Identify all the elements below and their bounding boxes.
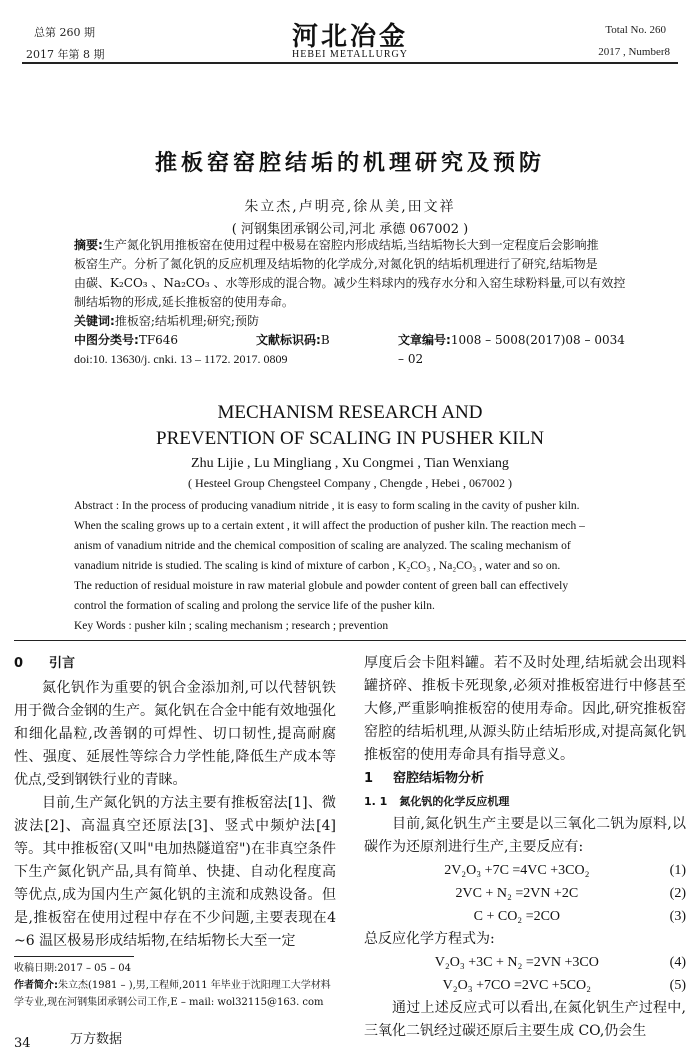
section-0-number: 0 (14, 656, 24, 671)
header-date: 2017 年第 8 期 (26, 48, 105, 61)
right-paragraph-1: 厚度后会卡阻料罐。若不及时处理,结垢就会出现料罐挤碎、推板卡死现象,必须对推板窑进行中修甚至大修,严重影响推板窑的使用寿命。因此,研究推板窑窑腔的结垢机理,从源头防止结垢形成,对提高氮化钒推板窑的使用寿命具有指导意义。 (364, 655, 686, 763)
abstract-en (74, 496, 630, 636)
journal-name-en: HEBEI METALLURGY (291, 49, 409, 60)
abstract-cn-line: 生产氮化钒用推板窑在使用过程中极易在窑腔内形成结垢,当结垢物长大到一定程度后会影响推 (102, 238, 599, 252)
abstract-en-line: vanadium nitride is studied. The scaling is kind of mixture of carbon , K₂CO₃ , Na₂CO₃ , water and so on. (74, 560, 561, 572)
page-title: 推板窑窑腔结垢的机理研究及预防 (154, 151, 545, 176)
authors-en: Zhu Lijie , Lu Mingliang , Xu Congmei , Tian Wenxiang (191, 456, 509, 471)
clc-label: 中图分类号: (74, 333, 139, 347)
equation-expr: C + CO₂ =2CO (473, 909, 561, 924)
abstract-cn-line: 板窑生产。分析了氮化钒的反应机理及结垢物的化学成分,对氮化钒的结垢机理进行了研究,结垢物是 (74, 257, 598, 271)
section-1-number: 1 (364, 771, 374, 786)
equation-number: (5) (669, 978, 686, 993)
affiliation-en: ( Hesteel Group Chengsteel Company , Chengde , Hebei , 067002 ) (188, 476, 512, 490)
footnote-rule (14, 956, 134, 957)
equation (364, 905, 686, 928)
abstract-cn-line: 制结垢物的形成,延长推板窑的使用寿命。 (74, 295, 294, 309)
watermark: 万方数据 (70, 1032, 123, 1047)
doi: doi:10. 13630/j. cnki. 13 – 1172. 2017. 0809 (74, 352, 288, 366)
abstract-cn-line: 由碳、K₂CO₃ 、Na₂CO₃ 、水等形成的混合物。减少生料球内的残存水分和入窑生球粉料量,可以有效控 (74, 276, 626, 290)
header-rule (22, 62, 678, 64)
page-number: 34 (14, 1036, 31, 1051)
header-issue: 总第 260 期 (34, 26, 95, 39)
keywords-cn-label: 关键词: (74, 314, 115, 328)
section-0-title: 引言 (49, 656, 76, 671)
equation-number: (1) (669, 863, 686, 878)
equation-expr: V₂O₃ +7CO =2VC +5CO₂ (442, 978, 592, 993)
section-divider (14, 640, 686, 641)
footnotes (14, 960, 336, 1011)
equation-expr: 2V₂O₃ +7C =4VC +3CO₂ (444, 863, 590, 878)
doc-code-label: 文献标识码: (256, 333, 321, 347)
equation-number: (4) (669, 955, 686, 970)
footnote-received: 收稿日期:2017 – 05 – 04 (14, 963, 131, 974)
title-en-line2: PREVENTION OF SCALING IN PUSHER KILN (156, 428, 544, 449)
equation-number: (3) (669, 909, 686, 924)
abstract-en-line: anism of vanadium nitride and the chemical composition of scaling are analyzed. The scaling mechanism of (74, 540, 571, 552)
title-en-line1: MECHANISM RESEARCH AND (217, 402, 483, 423)
keywords-en: Key Words : pusher kiln ; scaling mechanism ; research ; prevention (74, 620, 389, 632)
total-equation-label: 总反应化学方程式为: (364, 931, 495, 947)
section-1-1-title: 氮化钒的化学反应机理 (399, 795, 510, 808)
right-paragraph-3: 通过上述反应式可以看出,在氮化钒生产过程中,三氧化二钒经过碳还原后主要生成 CO,仍会生 (364, 1000, 686, 1039)
article-no-label: 文章编号: (398, 333, 451, 347)
right-column (364, 652, 686, 1043)
article-no-value: 1008 – 5008(2017)08 – 0034 – 02 (398, 333, 625, 366)
footnote-author-label: 作者简介: (14, 980, 58, 991)
keywords-cn: 推板窑;结垢机理;研究;预防 (114, 314, 259, 328)
equation (364, 882, 686, 905)
left-column (14, 652, 336, 953)
affiliation-cn: ( 河钢集团承钢公司,河北 承德 067002 ) (231, 222, 469, 237)
section-1-1-number: 1. 1 (364, 795, 388, 808)
footnote-author: 朱立杰(1981 – ),男,工程师,2011 年毕业于沈阳理工大学材料学专业,现在河钢集团承钢公司工作,E – mail: wol32115@163. com (14, 980, 331, 1008)
right-paragraph-2: 目前,氮化钒生产主要是以三氧化二钒为原料,以碳作为还原剂进行生产,主要反应有: (364, 816, 686, 855)
abstract-en-line: When the scaling grows up to a certain extent , it will affect the production of pusher kiln. The reaction mech – (74, 520, 585, 532)
abstract-en-line: Abstract : In the process of producing vanadium nitride , it is easy to form scaling in the cavity of pusher kiln. (74, 500, 580, 512)
doc-code-value: B (320, 333, 330, 347)
equation (364, 859, 686, 882)
header-total: Total No. 260 (605, 24, 666, 36)
header-number: 2017 , Number8 (598, 46, 670, 58)
equation-expr: 2VC + N₂ =2VN +2C (455, 886, 579, 901)
section-1-title: 窑腔结垢物分析 (393, 771, 485, 786)
clc-value: TF646 (138, 333, 179, 347)
intro-paragraph-2: 目前,生产氮化钒的方法主要有推板窑法[1]、微波法[2]、高温真空还原法[3]、竖式中频炉法[4]等。其中推板窑(又叫"电加热隧道窑")在非真空条件下生产氮化钒产品,具有简单、快捷、自动化程度高等优点,成为国内生产氮化钒的主流和成熟设备。但是,推板窑在使用过程中存在不少问题,主要表现在4 ~6 温区极易形成结垢物,在结垢物长大至一定 (14, 795, 336, 949)
equation (364, 951, 686, 974)
abstract-cn-label: 摘要: (74, 238, 103, 252)
abstract-en-line: The reduction of residual moisture in raw material globule and powder content of green ball can effectively (74, 580, 569, 592)
intro-paragraph-1: 氮化钒作为重要的钒合金添加剂,可以代替钒铁用于微合金钢的生产。氮化钒在合金中能有效地强化和细化晶粒,改善钢的可焊性、切口韧性,提高耐腐性、强度、延展性等综合力学性能,降低生产成本等优点,受到钢铁行业的青睐。 (14, 680, 336, 788)
abstract-cn (74, 236, 630, 369)
equation (364, 974, 686, 997)
equation-expr: V₂O₃ +3C + N₂ =2VN +3CO (434, 955, 599, 970)
authors-cn: 朱立杰,卢明亮,徐从美,田文祥 (244, 199, 456, 215)
equation-number: (2) (669, 886, 686, 901)
journal-logo: 河北冶金 (291, 22, 408, 52)
abstract-en-line: control the formation of scaling and prolong the service life of the pusher kiln. (74, 600, 435, 612)
